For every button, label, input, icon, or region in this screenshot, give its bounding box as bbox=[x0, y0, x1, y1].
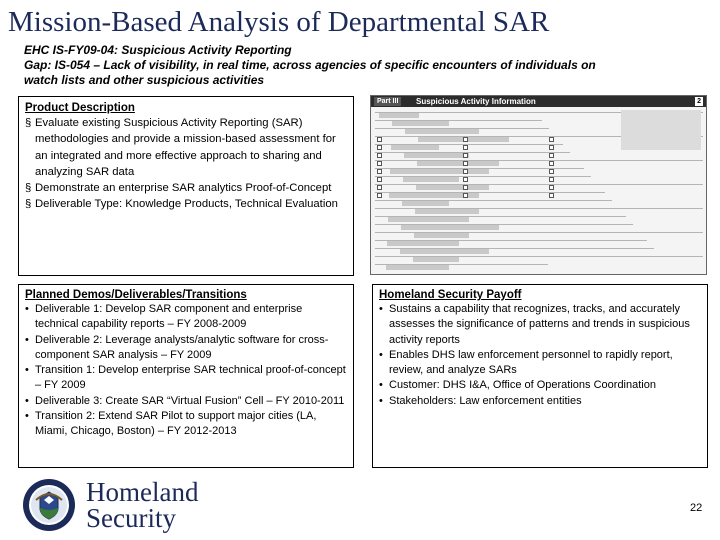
page-title: Mission-Based Analysis of Departmental SAR bbox=[8, 6, 550, 38]
list-item: • Enables DHS law enforcement personnel to rapidly report, review, and analyze SARs bbox=[379, 348, 673, 377]
form-checkbox-icon bbox=[463, 193, 468, 198]
logo-text-homeland: Homeland bbox=[86, 477, 199, 507]
form-text-block bbox=[400, 249, 489, 254]
form-checkbox-icon bbox=[549, 137, 554, 142]
form-text-block bbox=[417, 161, 499, 166]
gap-line-2: watch lists and other suspicious activities bbox=[24, 73, 265, 87]
form-checkbox-icon bbox=[377, 185, 382, 190]
form-checkbox-icon bbox=[549, 145, 554, 150]
bullet-icon: § bbox=[25, 117, 32, 129]
list-item: • Deliverable 2: Leverage analysts/analytic software for cross-component SAR analysis – FY 2009 bbox=[25, 333, 329, 361]
form-checkbox-icon bbox=[377, 161, 382, 166]
form-text-block bbox=[415, 209, 479, 214]
product-description-heading: Product Description bbox=[25, 102, 135, 114]
subtitle-block bbox=[24, 43, 714, 88]
form-side-panel bbox=[621, 110, 701, 150]
product-description-list bbox=[25, 115, 347, 213]
form-checkbox-icon bbox=[463, 177, 468, 182]
bullet-icon: • bbox=[25, 333, 29, 346]
form-checkbox-icon bbox=[549, 153, 554, 158]
homeland-payoff-box bbox=[372, 284, 708, 468]
form-text-block bbox=[416, 185, 489, 190]
form-checkbox-icon bbox=[377, 153, 382, 158]
form-text-block bbox=[379, 113, 419, 118]
form-checkbox-icon bbox=[377, 177, 382, 182]
form-checkbox-icon bbox=[549, 169, 554, 174]
list-item: § Evaluate existing Suspicious Activity Reporting (SAR) methodologies and provide a mission-based assessment for an integrated and more effective approach to sharing and analyzing SAR data bbox=[25, 117, 336, 178]
form-header-bar bbox=[371, 96, 706, 107]
logo-text-security: Security bbox=[86, 503, 176, 533]
sar-form-image bbox=[370, 95, 707, 275]
form-checkbox-icon bbox=[377, 169, 382, 174]
bullet-icon: • bbox=[379, 379, 383, 392]
bullet-icon: • bbox=[25, 410, 29, 423]
bullet-icon: § bbox=[25, 198, 32, 211]
list-item: • Stakeholders: Law enforcement entities bbox=[379, 394, 701, 409]
bullet-icon: • bbox=[379, 303, 383, 315]
product-description-box bbox=[18, 96, 354, 276]
page-number: 22 bbox=[690, 502, 703, 514]
bullet-icon: • bbox=[379, 394, 383, 407]
form-text-block bbox=[405, 129, 479, 134]
project-id-line: EHC IS-FY09-04: Suspicious Activity Reporting bbox=[24, 43, 292, 57]
list-item: • Sustains a capability that recognizes, tracks, and accurately assesses the significance of patterns and trends in suspicious activity reports bbox=[379, 303, 690, 346]
form-checkbox-icon bbox=[463, 137, 468, 142]
homeland-payoff-list bbox=[379, 302, 701, 409]
planned-demos-list bbox=[25, 302, 347, 440]
homeland-payoff-heading: Homeland Security Payoff bbox=[379, 289, 522, 301]
form-checkbox-icon bbox=[549, 177, 554, 182]
form-checkbox-icon bbox=[549, 193, 554, 198]
planned-demos-box bbox=[18, 284, 354, 468]
form-text-block bbox=[414, 233, 469, 238]
form-checkbox-icon bbox=[463, 185, 468, 190]
form-text-block bbox=[391, 145, 439, 150]
form-text-block bbox=[402, 201, 449, 206]
list-item: • Transition 1: Develop enterprise SAR technical proof-of-concept – FY 2009 bbox=[25, 364, 346, 392]
form-text-block bbox=[388, 217, 469, 222]
list-item: § Deliverable Type: Knowledge Products, Technical Evaluation bbox=[25, 196, 347, 212]
form-text-block bbox=[413, 257, 459, 262]
form-text-block bbox=[386, 265, 449, 270]
form-text-block bbox=[403, 177, 459, 182]
form-checkbox-icon bbox=[463, 153, 468, 158]
list-item: • Deliverable 3: Create SAR “Virtual Fusion” Cell – FY 2010-2011 bbox=[25, 394, 347, 409]
form-checkbox-icon bbox=[463, 161, 468, 166]
form-checkbox-icon bbox=[463, 145, 468, 150]
dhs-logo bbox=[22, 474, 222, 536]
list-item: § Demonstrate an enterprise SAR analytics Proof-of-Concept bbox=[25, 180, 347, 196]
bullet-icon: • bbox=[379, 348, 383, 361]
form-checkbox-icon bbox=[377, 145, 382, 150]
form-text-block bbox=[392, 121, 449, 126]
dhs-seal-icon bbox=[22, 478, 76, 532]
list-item: • Deliverable 1: Develop SAR component and enterprise technical capability reports – FY 2008-2009 bbox=[25, 303, 303, 331]
form-checkbox-icon bbox=[377, 193, 382, 198]
bullet-icon: • bbox=[25, 364, 29, 377]
bullet-icon: § bbox=[25, 182, 32, 195]
bullet-icon: • bbox=[25, 394, 29, 407]
form-text-block bbox=[387, 241, 459, 246]
planned-demos-heading: Planned Demos/Deliverables/Transitions bbox=[25, 289, 247, 301]
form-page-number: 2 bbox=[697, 98, 701, 105]
form-text-block bbox=[390, 169, 489, 174]
bullet-icon: • bbox=[25, 303, 29, 315]
gap-line-1: Gap: IS-054 – Lack of visibility, in real time, across agencies of specific encounters of individuals on bbox=[24, 58, 596, 72]
form-title: Suspicious Activity Information bbox=[416, 97, 536, 106]
list-item: • Transition 2: Extend SAR Pilot to support major cities (LA, Miami, Chicago, Boston) – FY 2012-2013 bbox=[25, 410, 317, 438]
form-text-block bbox=[401, 225, 499, 230]
form-checkbox-icon bbox=[549, 185, 554, 190]
form-text-block bbox=[404, 153, 469, 158]
list-item: • Customer: DHS I&A, Office of Operations Coordination bbox=[379, 378, 701, 393]
form-part-label: Part III bbox=[374, 97, 401, 106]
form-checkbox-icon bbox=[463, 169, 468, 174]
form-checkbox-icon bbox=[377, 137, 382, 142]
form-checkbox-icon bbox=[549, 161, 554, 166]
